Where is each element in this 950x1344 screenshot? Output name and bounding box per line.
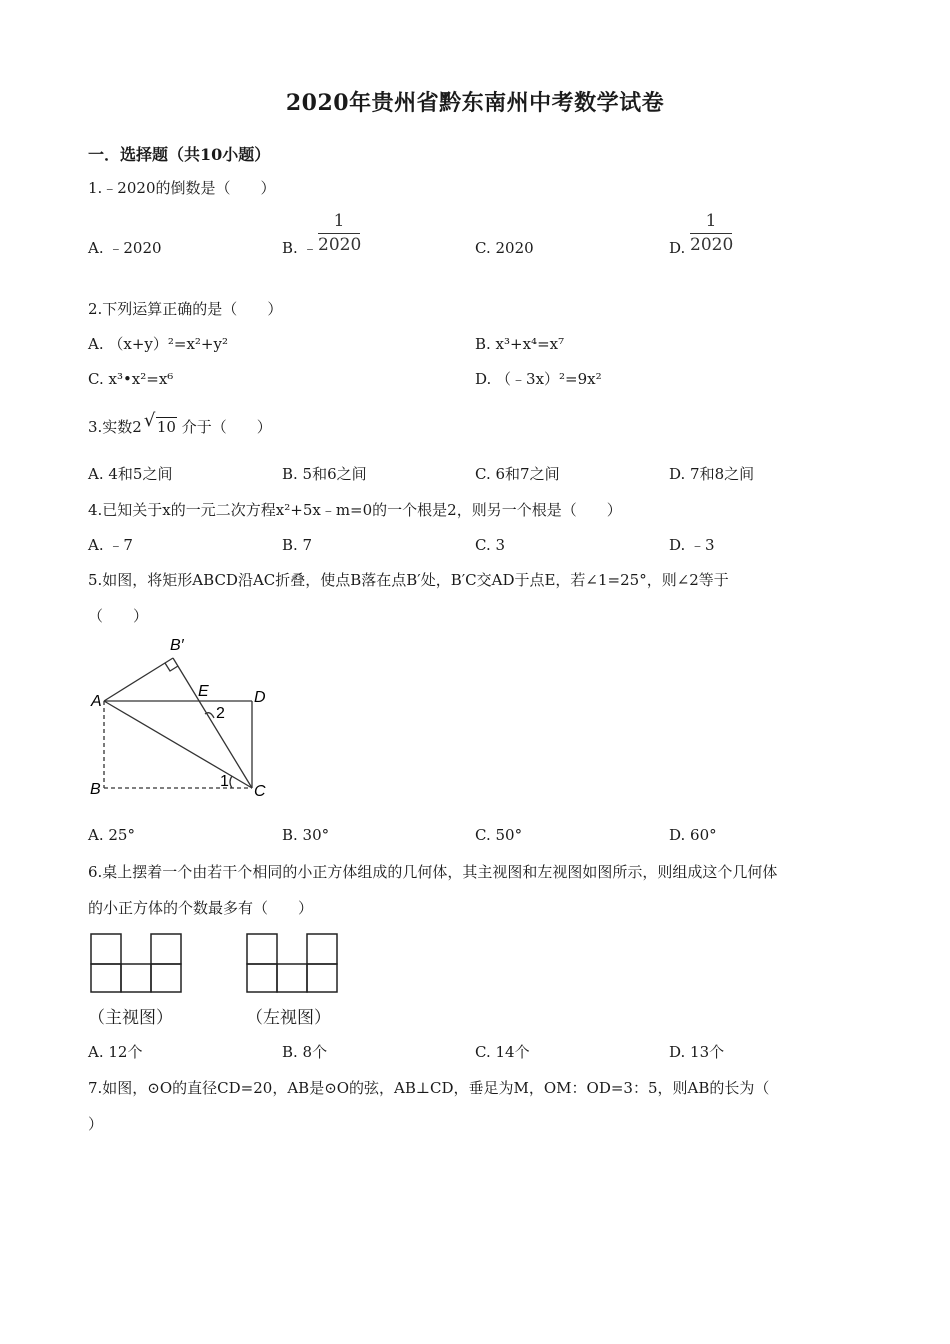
q2-option-a: A. （x+y）²=x²+y² <box>88 335 228 353</box>
segment-b-prime-c <box>173 658 252 788</box>
q2-stem: 2.下列运算正确的是（ ） <box>88 300 283 318</box>
q6-option-b: B. 8个 <box>282 1043 328 1061</box>
q6-option-d: D. 13个 <box>669 1043 725 1061</box>
q4-option-c: C. 3 <box>475 536 506 554</box>
q1-option-d-prefix: D. <box>669 239 686 257</box>
q3-option-a: A. 4和5之间 <box>88 465 173 483</box>
q1-option-d-denominator: 2020 <box>690 235 734 255</box>
label-c: C <box>254 783 266 800</box>
q4-option-d: D. ﹣3 <box>669 536 715 554</box>
q7-stem-line2: ） <box>88 1115 104 1133</box>
label-d: D <box>254 689 266 706</box>
q4-option-a: A. ﹣7 <box>88 536 133 554</box>
q6-option-a: A. 12个 <box>88 1043 143 1061</box>
q1-option-d-numerator: 1 <box>705 211 717 231</box>
q5-stem-line2: （ ） <box>88 607 149 625</box>
segment-ab-prime <box>104 658 173 701</box>
segment-ac <box>104 701 252 788</box>
q2-option-b: B. x³+x⁴=x⁷ <box>475 335 565 353</box>
label-b-prime: B′ <box>170 637 184 654</box>
q1-option-c: C. 2020 <box>475 239 534 257</box>
q4-option-b: B. 7 <box>282 536 313 554</box>
q3-option-d: D. 7和8之间 <box>669 465 755 483</box>
q1-option-a: A. ﹣2020 <box>88 239 162 257</box>
q3-stem-suffix: 介于（ ） <box>181 418 272 436</box>
q1-option-b-denominator: 2020 <box>318 235 362 255</box>
left-view-cell <box>277 964 307 992</box>
left-view-cell <box>247 964 277 992</box>
q1-option-b <box>282 238 318 258</box>
q1-option-b-fraction <box>318 211 360 255</box>
q5-option-d: D. 60° <box>669 826 717 844</box>
q1-stem: 1.﹣2020的倒数是（ ） <box>88 179 276 197</box>
q6-main-view-label: （主视图） <box>88 1008 173 1028</box>
left-view-cell <box>307 964 337 992</box>
q3-radicand: 10 <box>156 418 176 436</box>
q5-stem-line1: 5.如图，将矩形ABCD沿AC折叠，使点B落在点B′处，B′C交AD于点E，若∠1=25°，则∠2等于 <box>88 571 729 589</box>
q5-option-b: B. 30° <box>282 826 330 844</box>
q1-option-b-prefix: B. ﹣ <box>282 239 318 257</box>
page-title: 2020年贵州省黔东南州中考数学试卷 <box>285 90 665 116</box>
label-a: A <box>91 693 102 710</box>
q3-stem <box>88 410 272 437</box>
q6-option-c: C. 14个 <box>475 1043 530 1061</box>
main-view-cell <box>91 934 121 964</box>
label-angle-1: 1 <box>220 773 229 790</box>
main-view-cell <box>151 964 181 992</box>
label-e: E <box>198 683 209 700</box>
q5-option-a: A. 25° <box>88 826 135 844</box>
q2-option-d: D. （﹣3x）²=9x² <box>475 370 602 388</box>
label-b: B <box>90 781 101 798</box>
section-heading: 一．选择题（共10小题） <box>88 145 271 164</box>
q6-left-view-figure <box>244 930 344 996</box>
q6-left-view-label: （左视图） <box>246 1008 331 1028</box>
label-angle-2: 2 <box>216 705 225 722</box>
q1-option-d <box>669 238 685 258</box>
q3-option-b: B. 5和6之间 <box>282 465 367 483</box>
q6-stem-line1: 6.桌上摆着一个由若干个相同的小正方体组成的几何体，其主视图和左视图如图所示，则组成这个几何体 <box>88 863 778 881</box>
main-view-cell <box>121 964 151 992</box>
q3-stem-prefix: 3.实数2 <box>88 418 142 436</box>
q7-stem-line1: 7.如图，⊙O的直径CD=20，AB是⊙O的弦，AB⊥CD，垂足为M，OM：OD=3：5，则AB的长为（ <box>88 1079 770 1097</box>
q5-rectangle-fold-figure <box>80 632 280 807</box>
angle-1-arc-icon <box>230 776 232 788</box>
q1-option-b-numerator: 1 <box>333 211 345 231</box>
sqrt-symbol-icon: √ <box>143 410 156 431</box>
q2-option-c: C. x³•x²=x⁶ <box>88 370 174 388</box>
q1-option-d-fraction <box>690 211 732 255</box>
q6-main-view-figure <box>88 930 188 996</box>
main-view-cell <box>151 934 181 964</box>
q6-stem-line2: 的小正方体的个数最多有（ ） <box>88 899 314 917</box>
q4-stem: 4.已知关于x的一元二次方程x²+5x﹣m=0的一个根是2，则另一个根是（ ） <box>88 501 622 519</box>
left-view-cell <box>247 934 277 964</box>
main-view-cell <box>91 964 121 992</box>
q3-sqrt <box>143 410 177 437</box>
q3-option-c: C. 6和7之间 <box>475 465 560 483</box>
left-view-cell <box>307 934 337 964</box>
q5-option-c: C. 50° <box>475 826 523 844</box>
